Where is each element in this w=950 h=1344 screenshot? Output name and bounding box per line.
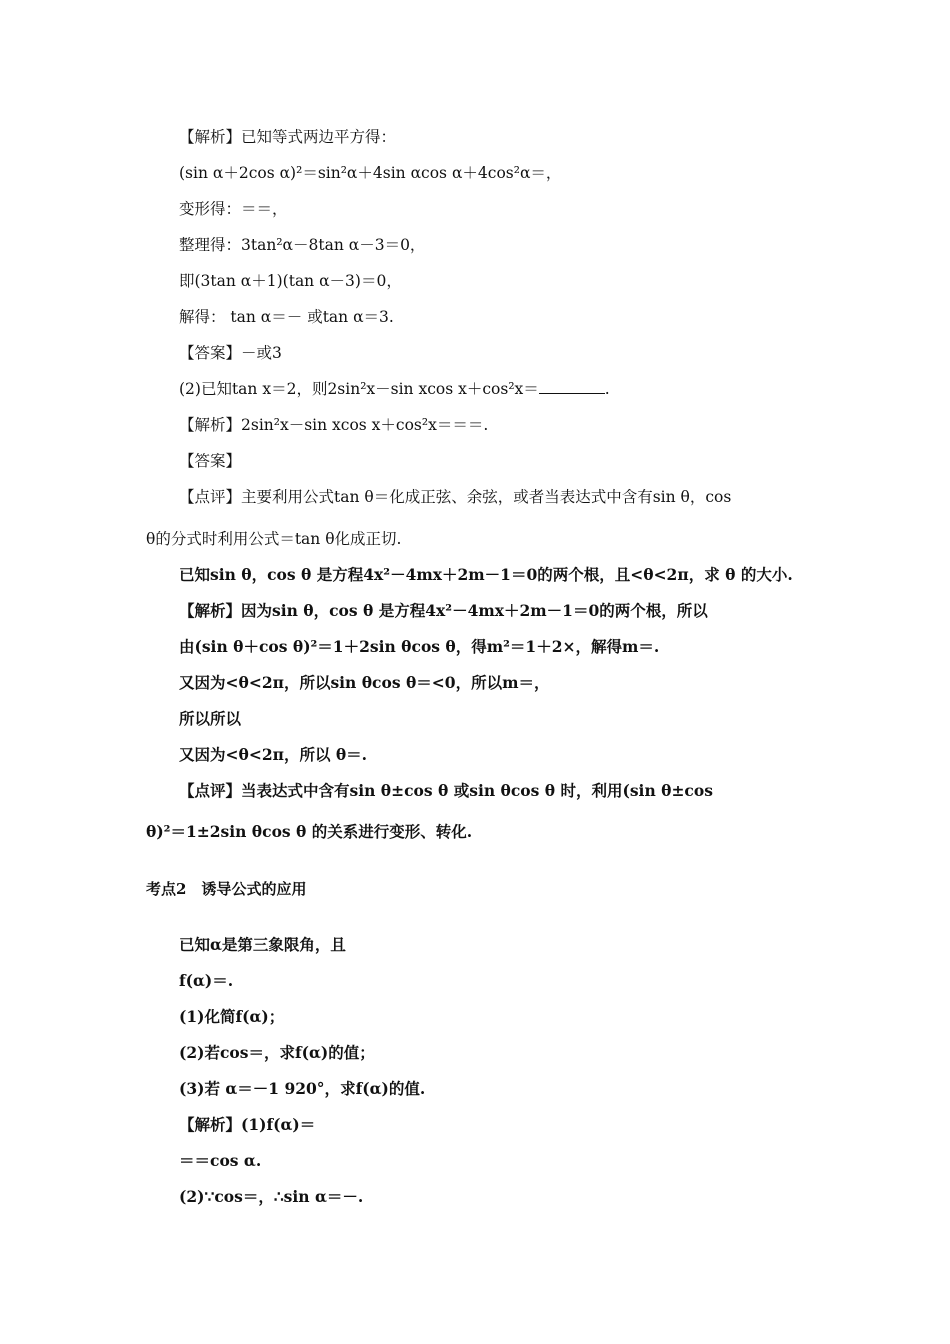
text-line: [179, 1079, 425, 1099]
section-heading: 考点2 诱导公式的应用: [146, 880, 307, 898]
text-line: [146, 822, 472, 842]
text-line: [179, 637, 659, 657]
text-line: [179, 415, 488, 435]
text-line: [179, 971, 233, 991]
line-text: 解得： tan α＝－ 或tan α＝3.: [179, 308, 394, 326]
text-line: [179, 235, 425, 255]
answer-blank: [539, 379, 605, 394]
text-line: [179, 565, 793, 585]
text-line: [179, 451, 241, 471]
line-text: 又因为<θ<2π，所以sin θcos θ＝<0，所以m＝，: [179, 673, 550, 692]
line-text: (2)若cos＝，求f(α)的值；: [179, 1043, 375, 1062]
text-line: [179, 781, 713, 801]
line-text: 【解析】(1)f(α)＝: [179, 1115, 316, 1134]
line-text: f(α)＝.: [179, 971, 234, 990]
text-line: [179, 163, 561, 183]
line-text: 【点评】当表达式中含有sin θ±cos θ 或sin θcos θ 时，利用(sin θ±cos: [179, 781, 713, 800]
text-line: [179, 127, 396, 147]
text-line: [146, 529, 401, 549]
line-suffix: .: [604, 380, 610, 398]
text-line: [179, 379, 610, 399]
text-line: [179, 1115, 315, 1135]
line-text: 变形得：＝＝，: [179, 200, 288, 218]
line-text: 所以所以: [179, 709, 242, 728]
line-text: 由(sin θ＋cos θ)²＝1＋2sin θcos θ，得m²＝1＋2×，解得m＝.: [179, 637, 660, 656]
text-line: [179, 1007, 284, 1027]
line-text: 整理得：3tan²α－8tan α－3＝0，: [179, 236, 426, 254]
text-line: [179, 271, 402, 291]
line-text: 【解析】2sin²x－sin xcos x＋cos²x＝＝＝.: [179, 416, 489, 434]
line-text: ＝＝cos α.: [179, 1151, 262, 1170]
text-line: [179, 1151, 261, 1171]
text-line: [179, 343, 282, 363]
text-line: [179, 487, 731, 507]
line-text: 即(3tan α＋1)(tan α－3)＝0，: [179, 272, 402, 290]
line-text: (2)已知tan x＝2，则2sin²x－sin xcos x＋cos²x＝: [179, 380, 539, 398]
line-text: 已知α是第三象限角，且: [179, 935, 346, 954]
text-line: [179, 935, 346, 955]
text-line: [179, 673, 549, 693]
text-line: [179, 745, 367, 765]
line-text: 又因为<θ<2π，所以 θ＝.: [179, 745, 368, 764]
line-text: 【点评】主要利用公式tan θ＝化成正弦、余弦，或者当表达式中含有sin θ，cos: [179, 488, 732, 506]
line-text: (2)∵cos＝，∴sin α＝－.: [179, 1187, 364, 1206]
line-text: (1)化简f(α)；: [179, 1007, 285, 1026]
text-line: [179, 601, 708, 621]
text-line: [179, 199, 288, 219]
line-text: 【解析】因为sin θ，cos θ 是方程4x²－4mx＋2m－1＝0的两个根，所以: [179, 601, 708, 620]
text-line: [179, 1043, 375, 1063]
text-line: [179, 709, 241, 729]
line-text: 【答案】－或3: [179, 344, 282, 362]
text-line: [179, 1187, 363, 1207]
line-text: (sin α＋2cos α)²＝sin²α＋4sin αcos α＋4cos²α＝，: [179, 164, 562, 182]
line-text: θ)²＝1±2sin θcos θ 的关系进行变形、转化.: [146, 822, 473, 841]
line-text: θ的分式时利用公式＝tan θ化成正切.: [146, 530, 402, 548]
text-line: [179, 307, 394, 327]
line-text: (3)若 α＝－1 920°，求f(α)的值.: [179, 1079, 426, 1098]
line-text: 已知sin θ，cos θ 是方程4x²－4mx＋2m－1＝0的两个根，且<θ<2π，求 θ 的大小.: [179, 565, 793, 584]
line-text: 【解析】已知等式两边平方得：: [179, 128, 397, 146]
line-text: 【答案】: [179, 452, 242, 470]
